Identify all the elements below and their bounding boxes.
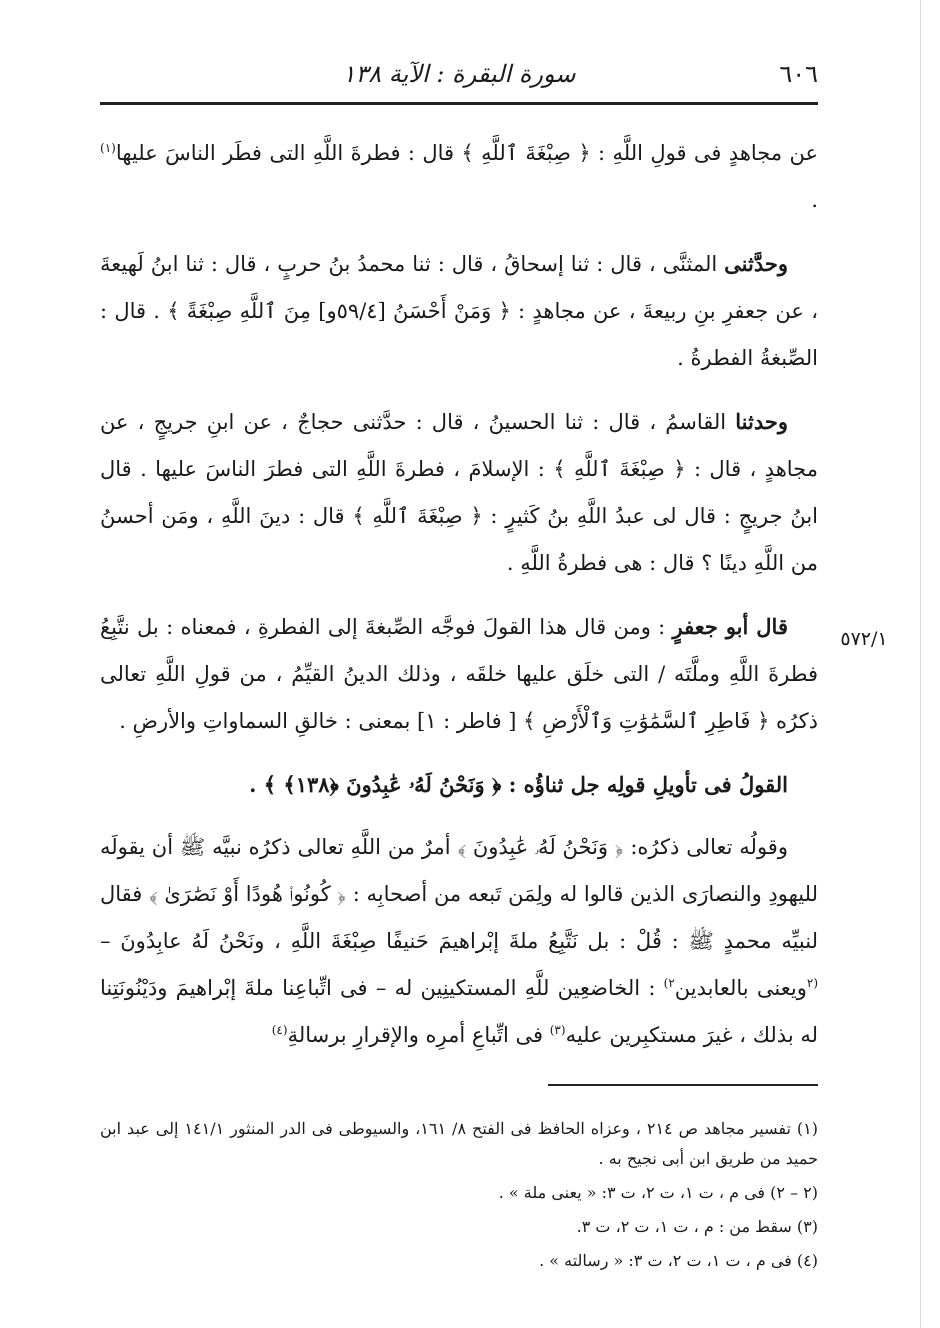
footnote-2: (٢ – ٢) فى م ، ت ١، ت ٢، ت ٣: « يعنى ملة » .	[498, 1183, 818, 1202]
paragraph-1: عن مجاهدٍ فى قولِ اللَّهِ : ﴿ صِبْغَةَ ٱللَّهِ ﴾ قال : فطرةَ اللَّهِ التى فطَر الناسَ عليها$^{(١)}$ .	[100, 141, 818, 212]
paragraph-4: قال أبو جعفرٍ : ومن قال هذا القولَ فوجَّه الصِّبغةَ إلى الفطرةِ ، فمعناه : بل نتَّبِعُ فطرةَ اللَّهِ وملَّتَه / التى خلَق عليها خلقَه ، وذلك الدينُ القيِّمُ ، من قولِ اللَّهِ تعالى ذكرُه ﴿ فَاطِرِ ٱلسَّمَٰوَٰتِ وَٱلْأَرْضِ ﴾ [ فاطر : ١] بمعنى : خالقِ السماواتِ والأرضِ .	[100, 614, 818, 733]
footnote-4: (٤) فى م ، ت ١، ت ٢، ت ٣: « رسالته » .	[539, 1251, 818, 1270]
section-heading: القولُ فى تأويلِ قولِه جل ثناؤُه : ﴿ وَنَحْنُ لَهُۥ عَٰبِدُونَ ﴿١٣٨﴾ ﴾ .	[249, 772, 788, 797]
running-title: سورة البقرة : الآية ١٣٨	[342, 60, 576, 88]
paragraph-lead: قال أبو جعفرٍ	[672, 614, 788, 639]
header-rule	[100, 102, 818, 105]
footnote-3: (٣) سقط من : م ، ت ١، ت ٢، ت ٣.	[576, 1217, 818, 1236]
page-header	[100, 52, 818, 98]
footnote-1: (١) تفسير مجاهد ص ٢١٤ ، وعزاه الحافظ فى الفتح ٨/ ١٦١، والسيوطى فى الدر المنثور ١٤١/١ إلى عبد ابن حميد من طريق ابن أبى نجيح به .	[100, 1119, 819, 1168]
footnote-rule	[548, 1084, 818, 1086]
paragraph-lead: وحدَّثنى	[724, 251, 788, 276]
main-text	[100, 130, 818, 1075]
paragraph-lead: وحدثنا	[735, 409, 788, 434]
margin-reference: ٥٧٢/١	[840, 628, 888, 650]
page-edge-line	[920, 0, 921, 1328]
footnotes	[100, 1114, 818, 1280]
page-number: ٦٠٦	[779, 60, 818, 88]
paragraph-3: وحدثنا القاسمُ ، قال : ثنا الحسينُ ، قال : حدَّثنى حجاجٌ ، عن ابنِ جريجٍ ، عن مجاهدٍ ، قال : ﴿ صِبْغَةَ ٱللَّهِ ﴾ : الإسلامَ ، فطرةَ اللَّهِ التى فطرَ الناسَ عليها . قال ابنُ جريجٍ : قال لى عبدُ اللَّهِ بنُ كَثيرٍ : ﴿ صِبْغَةَ ٱللَّهِ ﴾ قال : دينَ اللَّهِ ، ومَن أحسنُ من اللَّهِ دينًا ؟ قال : هى فطرةُ اللَّهِ .	[100, 409, 818, 575]
paragraph-2: وحدَّثنى المثنَّى ، قال : ثنا إسحاقُ ، قال : ثنا محمدُ بنُ حربٍ ، قال : ثنا ابنُ لَهيعةَ ، عن جعفرِ بنِ ربيعةَ ، عن مجاهدٍ : ﴿ وَمَنْ أَحْسَنُ [٥٩/٤و] مِنَ ٱللَّهِ صِبْغَةً ﴾ . قال : الصِّبغةُ الفطرةُ .	[100, 251, 818, 370]
paragraph-5: وقولُه تعالى ذكرُه: ﴿ وَنَحْنُ لَهُۥ عَٰبِدُونَ ﴾ أمرٌ من اللَّهِ تعالى ذكرُه نبيَّه ﷺ أن يقولَه لليهودِ والنصارَى الذين قالوا له ولِمَن تَبعه من أصحابِه : ﴿ كُونُوا۟ هُودًا أَوْ نَصَٰرَىٰ ﴾ فقال لنبيِّه محمدٍ ﷺ : قُلْ : بل نَتَّبِعُ ملةَ إبْراهيمَ حَنيفًا صِبْغَةَ اللَّهِ ، ونَحْنُ لَهُ عابِدُونَ – $^{(٢}$ويعنى بالعابدين$^{٢)}$ : الخاضعِين للَّهِ المستكينِين له – فى اتِّباعِنا ملةَ إبْراهيمَ ودَيْنُونَتِنا له بذلك ، غيرَ مستكبِرين عليه$^{(٣)}$ فى اتِّباعِ أمرِه والإقرارِ برسالةِ$^{(٤)}$	[100, 835, 818, 1047]
